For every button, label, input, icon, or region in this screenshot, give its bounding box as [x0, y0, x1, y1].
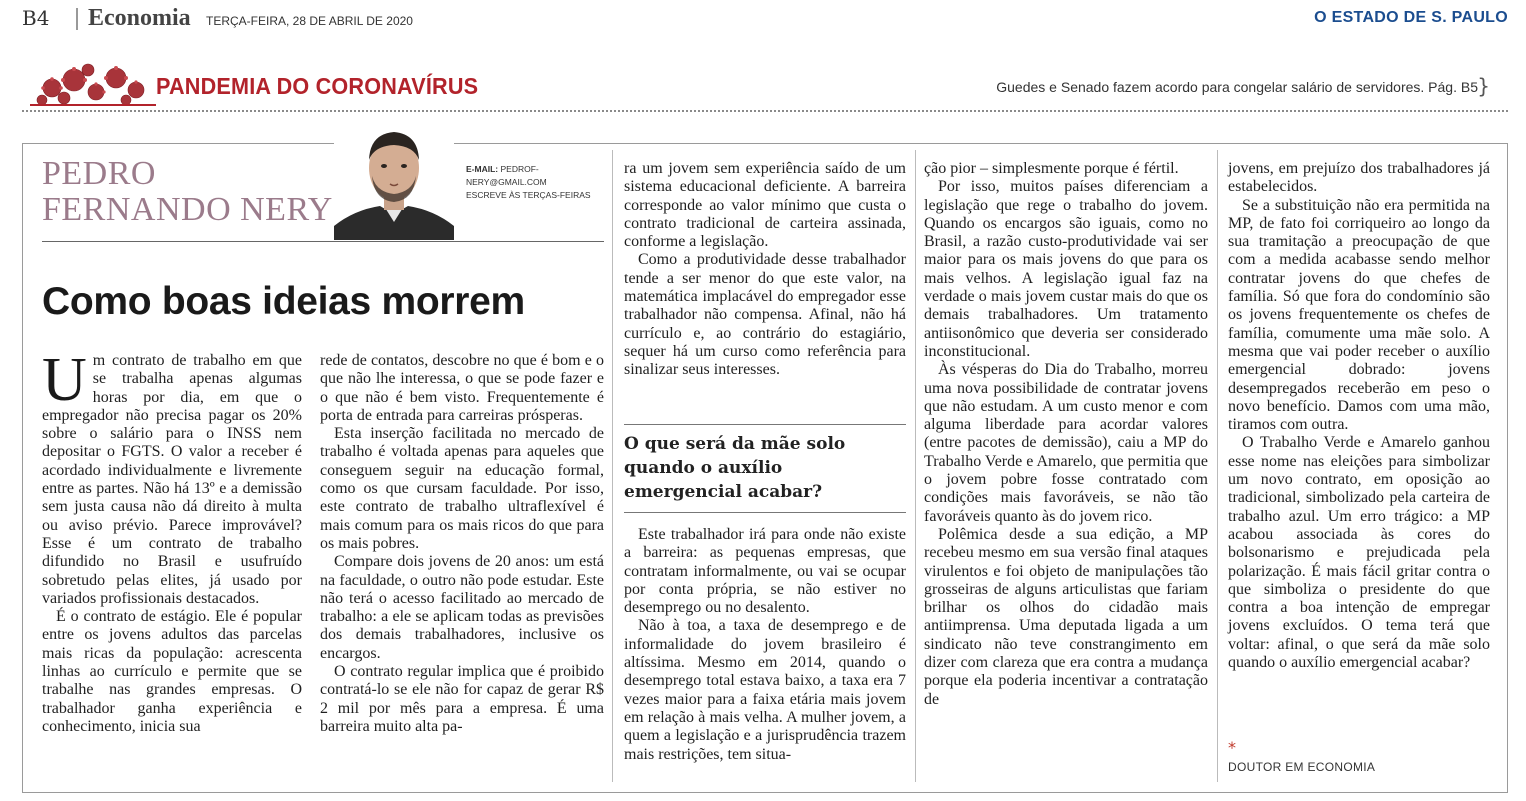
article-column-4: [924, 160, 1208, 709]
author-credential: DOUTOR EM ECONOMIA: [1228, 760, 1376, 774]
column-divider: [612, 150, 613, 782]
paragraph: Um contrato de trabalho em que se trabalha apenas algumas horas por dia, em que o empregador não precisa pagar os 20% sobre o salário para o INSS nem depositar o FGTS. O valor a receber é acordado individualmente e livremente entre as partes. Não há 13º e a demissão sem justa causa não dá direito à multa ou aviso prévio. Parece improvável? Esse é um contrato de trabalho difundido no Brasil e usufruído sobretudo pelas elites, já usado por variados profissionais destacados.: [42, 346, 302, 607]
signoff-asterisk: *: [1228, 738, 1236, 757]
paragraph: rede de contatos, descobre no que é bom e o que não lhe interessa, o que se pode fazer e o que não é bem visto. Frequentemente é porta de entrada para carreiras prósperas.: [320, 352, 604, 424]
article-column-3: [624, 160, 906, 380]
paragraph: Se a substituição não era permitida na MP, de fato foi corriqueiro ao longo da sua tramitação a preocupação de que com a medida acabasse sendo melhor contratar jovens do que chefes de família. Só que fora do condomínio são os jovens frequentemente os chefes de família, comumente uma mãe solo. A mesma que vai poder receber o auxílio emergencial dobrado: jovens desempregados receberão em peso o novo benefício. Damos com uma mão, tiramos com outra.: [1228, 196, 1490, 434]
subhead-divider: [624, 424, 906, 425]
paragraph: Como a produtividade desse trabalhador tende a ser menor do que este valor, na matemática implacável do empregador esse trabalhador não compensa. Afinal, não há currículo e, ao contrário do estagiário, sequer há um curso como referência para sinalizar seus interesses.: [624, 251, 906, 379]
page-number: B4: [22, 6, 50, 30]
email-line-2[interactable]: NERY@GMAIL.COM: [466, 177, 547, 187]
author-contact: [466, 163, 591, 202]
publication-date: TERÇA-FEIRA, 28 DE ABRIL DE 2020: [206, 14, 413, 28]
paragraph: O contrato regular implica que é proibido contratá-lo se ele não for capaz de gerar R$ 2 mil por mês para a empresa. É uma barreira muito alta pa-: [320, 663, 604, 735]
coronavirus-illustration: [30, 58, 156, 106]
paragraph: Este trabalhador irá para onde não existe a barreira: as pequenas empresas, que contratam informalmente, ou vai se ocupar por conta própria, se não estiver no desemprego ou no desalento.: [624, 526, 906, 617]
topic-title: PANDEMIA DO CORONAVÍRUS: [156, 73, 479, 99]
article-headline: Como boas ideias morrem: [42, 280, 525, 323]
paragraph: jovens, em prejuízo dos trabalhadores já estabelecidos.: [1228, 160, 1490, 196]
paragraph: O Trabalho Verde e Amarelo ganhou esse nome nas eleições para simbolizar um novo contrato, em oposição ao tradicional, simbolizado pela carteira de trabalho azul. Um erro trágico: a MP acabou associada às cores do bolsonarismo e prejudicada pela polarização. É mais fácil gritar contra o que simboliza o presidente do que contra a boa intenção de empregar jovens excluídos. O tema terá que voltar: afinal, o que será da mãe solo quando o auxílio emergencial acabar?: [1228, 434, 1490, 672]
author-divider: [42, 241, 604, 242]
topic-bar: [22, 52, 1508, 104]
paragraph: Não à toa, a taxa de desemprego e de informalidade do jovem brasileiro é altíssima. Mesmo em 2014, quando o desemprego total estava baixo, a taxa era 7 vezes maior para a faixa etária mais jovem em relação à mais velha. A mulher jovem, a quem a legislação e a jurisprudência trazem mais restrições, tem situa-: [624, 617, 906, 763]
paragraph: ção pior – simplesmente porque é fértil.: [924, 160, 1179, 177]
subhead-divider: [624, 512, 906, 513]
article-column-2: [320, 352, 604, 736]
section-name: Economia: [88, 5, 191, 31]
article-column-1: [42, 346, 302, 736]
header-divider: [76, 8, 78, 30]
masthead: O ESTADO DE S. PAULO: [1314, 9, 1508, 26]
author-last-name: FERNANDO NERY: [42, 191, 333, 228]
email-label: E-MAIL:: [466, 164, 499, 174]
article-subhead: O que será da mãe solo quando o auxílio emergencial acabar?: [624, 434, 846, 502]
column-schedule: ESCREVE ÀS TERÇAS-FEIRAS: [466, 190, 591, 200]
paragraph: Por isso, muitos países diferenciam a legislação que rege o trabalho do jovem. Quando os encargos são iguais, como no Brasil, a razão custo-produtividade vai ser maior para os mais jovens do que para os mais velhos. A legislação igual faz na verdade o mais jovem custar mais do que os demais trabalhadores. Um tratamento antiisonômico que deveria ser considerado inconstitucional.: [924, 178, 1208, 360]
paragraph: ra um jovem sem experiência saído de um sistema educacional deficiente. A barreira corresponde ao valor mínimo que custa o contrato tradicional de carteira assinada, conforme a legislação.: [624, 160, 906, 251]
article-column-5: [1228, 160, 1490, 672]
dotted-divider: [22, 110, 1508, 112]
paragraph: Esta inserção facilitada no mercado de trabalho é voltada apenas para aqueles que conseguem seguir na educação formal, como os que cursam faculdade. Por isso, este contrato de trabalho ultraflexível é mais comum para os mais ricos do que para os mais pobres.: [320, 425, 604, 552]
paragraph: Polêmica desde a sua edição, a MP recebeu mesmo em sua versão final ataques virulentos e foi objeto de manipulações tão grosseiras de alguns articulistas que fariam brilhar os olhos do cidadão mais antiimprensa. Uma deputada ligada a um sindicato não teve constrangimento em dizer com clareza que era contra a mudança porque ela poderia incentivar a contratação de: [924, 525, 1208, 708]
drop-cap: U: [42, 346, 87, 414]
page-header: [22, 6, 1508, 32]
column-divider: [915, 150, 916, 782]
author-name: [42, 156, 333, 228]
author-first-name: PEDRO: [42, 155, 156, 192]
teaser-brace: }: [1477, 74, 1490, 98]
email-line-1[interactable]: PEDROF-: [500, 164, 539, 174]
article-column-3-continued: [624, 526, 906, 764]
column-divider: [1217, 150, 1218, 782]
related-story-teaser[interactable]: Guedes e Senado fazem acordo para congelar salário de servidores. Pág. B5: [996, 79, 1478, 95]
paragraph: Às vésperas do Dia do Trabalho, morreu uma nova possibilidade de contratar jovens que não estudam. A um custo menor e com alguma liberdade para acordar valores (entre pacotes de demissão), caiu a MP do Trabalho Verde e Amarelo, que permitia que o jovem pobre fosse contratado com condições mais favoráveis, se não tão favoráveis quanto às do jovem rico.: [924, 361, 1208, 525]
paragraph: Compare dois jovens de 20 anos: um está na faculdade, o outro não pode estudar. Este não terá o acesso facilitado ao mercado de trabalho: a ele se aplicam todas as previsões dos demais trabalhadores, inclusive os encargos.: [320, 553, 604, 662]
paragraph: É o contrato de estágio. Ele é popular entre os jovens adultos das parcelas mais ricas da população: acrescenta linhas ao currículo e permite que se trabalhe nas grandes empresas. O trabalhador ganha experiência e conhecimento, inicia sua: [42, 608, 302, 735]
author-photo: [334, 118, 454, 240]
